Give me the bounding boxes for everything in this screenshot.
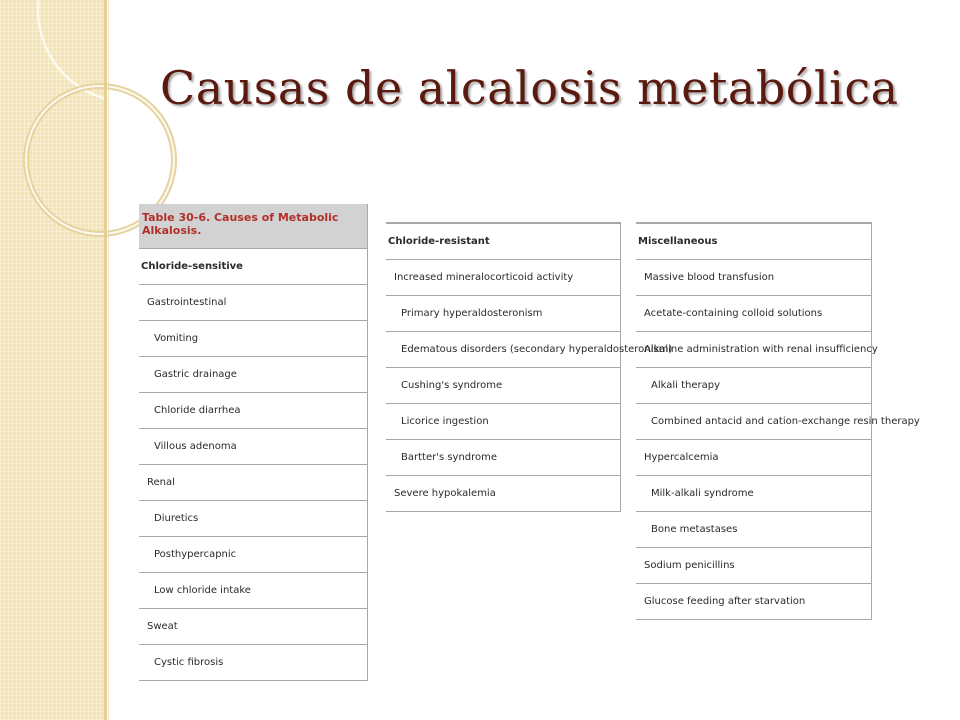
table-row: Increased mineralocorticoid activity [386, 259, 621, 295]
table-row: Low chloride intake [139, 572, 368, 608]
table-caption: Table 30-6. Causes of Metabolic Alkalosis. [139, 204, 368, 248]
table-row: Bartter's syndrome [386, 439, 621, 475]
table-row: Hypercalcemia [636, 439, 872, 475]
decorative-side-band [0, 0, 104, 720]
table-row: Sodium penicillins [636, 547, 872, 583]
table-row: Severe hypokalemia [386, 475, 621, 511]
table-row: Bone metastases [636, 511, 872, 547]
table-row: Edematous disorders (secondary hyperaldosteronism) [386, 331, 621, 367]
table-row: Cystic fibrosis [139, 644, 368, 680]
side-band-edge-line [108, 0, 109, 720]
table-column-2 [386, 222, 673, 518]
table-row: Chloride-resistant [386, 223, 621, 259]
table-row: Miscellaneous [636, 223, 872, 259]
table-row: Primary hyperaldosteronism [386, 295, 621, 331]
table-row: Acetate-containing colloid solutions [636, 295, 872, 331]
table-row: Combined antacid and cation-exchange resin therapy [636, 403, 872, 439]
table-row: Vomiting [139, 320, 368, 356]
decorative-circles-graphic [0, 0, 104, 720]
slide-title: Causas de alcalosis metabólica [160, 61, 899, 115]
table-row: Chloride diarrhea [139, 392, 368, 428]
table-row: Milk-alkali syndrome [636, 475, 872, 511]
table-row: Posthypercapnic [139, 536, 368, 572]
table-bottom-rule [139, 680, 368, 681]
table-row: Renal [139, 464, 368, 500]
table-row: Gastrointestinal [139, 284, 368, 320]
table-row: Villous adenoma [139, 428, 368, 464]
table-column-3 [636, 222, 920, 616]
table-row: Massive blood transfusion [636, 259, 872, 295]
table-row: Chloride-sensitive [139, 248, 368, 284]
table-row: Alkali therapy [636, 367, 872, 403]
table-row: Gastric drainage [139, 356, 368, 392]
table-row: Glucose feeding after starvation [636, 583, 872, 619]
table-row: Diuretics [139, 500, 368, 536]
table-column-1 [139, 204, 368, 691]
table-bottom-rule [636, 619, 872, 620]
table-bottom-rule [386, 511, 621, 512]
table-row: Sweat [139, 608, 368, 644]
table-row: Cushing's syndrome [386, 367, 621, 403]
table-row: Alkaline administration with renal insufficiency [636, 331, 872, 367]
side-band-edge [104, 0, 107, 720]
table-row: Licorice ingestion [386, 403, 621, 439]
